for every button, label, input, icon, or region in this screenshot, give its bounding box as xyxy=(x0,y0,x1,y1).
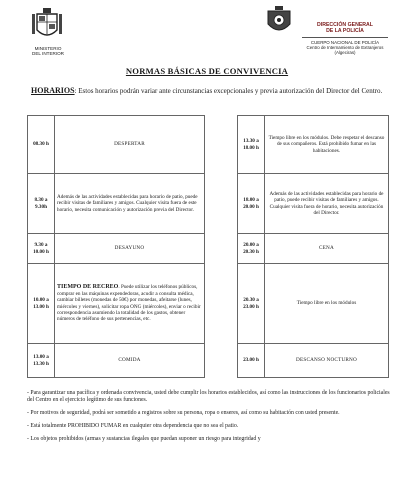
time-cell xyxy=(238,174,265,234)
time-cell xyxy=(28,344,55,378)
activity-cell: COMIDA xyxy=(55,344,205,378)
rules-list xyxy=(27,390,391,449)
table-row xyxy=(28,116,205,174)
schedule-table-left xyxy=(27,115,205,378)
activity-cell: Además de las actividades establecidas para horario de patio, puede recibir visitas de familiares y amigos. Cualquier visita fuera de horario, necesita autorización del Director. xyxy=(265,174,389,234)
list-item: - Por motivos de seguridad, podrá ser sometido a registros sobre su persona, ropa o enseres, así como su habitación con usted presente. xyxy=(27,410,340,416)
time-cell xyxy=(238,344,265,378)
time-text: 23.00 h xyxy=(243,303,259,310)
list-item: - Los objetos prohibidos (armas y sustancias ilegales que puedan suponer un riesgo para integridad y xyxy=(27,436,261,442)
time-cell xyxy=(238,264,265,344)
ministry-label-line: DEL INTERIOR xyxy=(32,51,64,56)
activity-cell: CENA xyxy=(265,234,389,264)
activity-cell: DESCANSO NOCTURNO xyxy=(265,344,389,378)
time-cell xyxy=(28,174,55,234)
page-title: NORMAS BÁSICAS DE CONVIVENCIA xyxy=(125,66,289,76)
time-text: 10.00 a xyxy=(33,297,49,304)
police-label-line: Centro de Internamiento de Extranjeros xyxy=(306,45,384,51)
recreo-title: TIEMPO DE RECREO xyxy=(57,284,119,291)
table-row xyxy=(238,174,389,234)
time-text: 10.00 h xyxy=(33,248,49,255)
list-item: - Está totalmente PROHIBIDO FUMAR en cualquier otra dependencia que no sea el patio. xyxy=(27,423,239,429)
police-label-line: CUERPO NACIONAL DE POLICÍA xyxy=(310,40,380,45)
directorate-label-line: DE LA POLICÍA xyxy=(326,28,364,34)
time-text: 13.00 h xyxy=(33,303,49,310)
time-text: 20.00 a xyxy=(243,242,259,249)
header-divider xyxy=(302,37,388,38)
table-row xyxy=(28,234,205,264)
time-text: 9.30h xyxy=(35,203,47,210)
time-text: 08.30 h xyxy=(33,141,49,148)
activity-cell xyxy=(55,264,205,344)
time-text: 13.30 a xyxy=(243,138,259,145)
table-row xyxy=(28,174,205,234)
time-text: 20.00 h xyxy=(243,203,259,210)
directorate-label xyxy=(302,22,388,34)
activity-cell: Tiempo libre en los módulos xyxy=(265,264,389,344)
time-text: 13.30 h xyxy=(33,360,49,367)
time-text: 20.30 h xyxy=(243,248,259,255)
police-label-line: (Algeciras) xyxy=(334,50,356,56)
schedule-intro-text: : Estos horarios podrán variar ante circunstancias excepcionales y previa autorización del Director del Centro. xyxy=(74,87,383,95)
police-badge-icon xyxy=(265,6,293,38)
table-row xyxy=(28,264,205,344)
directorate-label-line: DIRECCIÓN GENERAL xyxy=(317,22,373,28)
police-center-label xyxy=(288,40,402,56)
table-row xyxy=(238,344,389,378)
schedule-intro xyxy=(31,86,391,96)
table-row xyxy=(238,264,389,344)
time-cell xyxy=(238,234,265,264)
table-row xyxy=(28,344,205,378)
time-text: 23.00 h xyxy=(243,357,259,364)
activity-cell: DESPERTAR xyxy=(55,116,205,174)
ministry-label-line: MINISTERIO xyxy=(34,46,62,51)
ministry-label xyxy=(26,46,70,56)
time-cell xyxy=(28,264,55,344)
ministry-crest-icon xyxy=(32,8,62,44)
activity-cell: Tiempo libre en los módulos. Debe respetar el descanso de sus compañeros. Está prohibido fumar en las habitaciones. xyxy=(265,116,389,174)
schedule-heading: HORARIOS xyxy=(31,86,75,95)
time-text: 13.00 a xyxy=(33,354,49,361)
time-cell xyxy=(28,116,55,174)
time-text: 18.00 a xyxy=(243,197,259,204)
time-text: 9.30 a xyxy=(34,242,48,249)
activity-cell: DESAYUNO xyxy=(55,234,205,264)
time-text: 20.30 a xyxy=(243,297,259,304)
list-item: - Para garantizar una pacífica y ordenada convivencia, usted debe cumplir los horarios establecidos, así como las instrucciones de los funcionarios policiales del Centro en el ejercicio legítimo de sus funciones. xyxy=(27,390,390,403)
table-row xyxy=(238,234,389,264)
recreo-text: . Puede utilizar los teléfonos públicos, comprar en las máquinas expendedoras, acudir a consulta médica, cambiar billetes (monedas de 50€) por monedas, afeitarse (lunes, miércoles y viernes), solicitar ropa ONG (miércoles), enviar o recibir correspondencia asumiendo la totalidad de los gastos, obtener números de teléfono de sus pertenencias, etc. xyxy=(57,284,201,323)
table-row xyxy=(238,116,389,174)
time-text: 18.00 h xyxy=(243,144,259,151)
schedule-table-right xyxy=(237,115,389,378)
time-cell xyxy=(28,234,55,264)
time-text: 8.30 a xyxy=(34,197,48,204)
time-cell xyxy=(238,116,265,174)
activity-cell: Además de las actividades establecidas para horario de patio, puede recibir visitas de familiares y amigos. Cualquier visita fuera de este horario, necesita comunicación y autorización previa del Director. xyxy=(55,174,205,234)
